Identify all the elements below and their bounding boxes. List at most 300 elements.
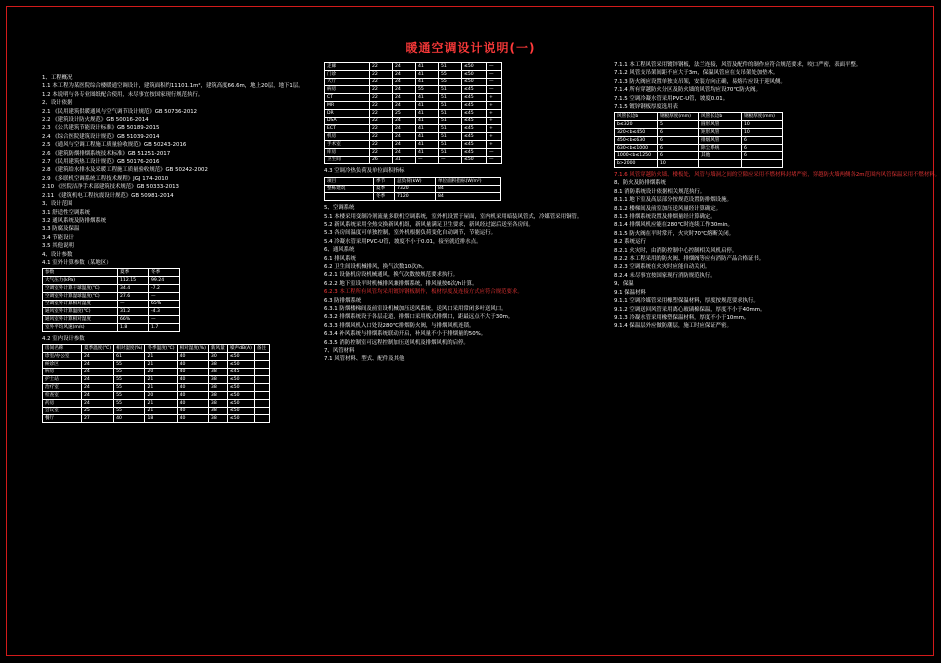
table-cell: 40 — [114, 415, 145, 423]
table-cell: 圆形风管 — [699, 121, 742, 129]
table-row — [325, 193, 501, 201]
table-cell: 21 — [145, 360, 177, 368]
table-row — [325, 70, 502, 78]
room-params-table — [324, 62, 502, 164]
table-cell: 排烟风管 — [699, 136, 742, 144]
table-cell: 6 — [658, 136, 699, 144]
paragraph: 7.1.5 空调冷凝水管采用PVC-U管，坡度0.01。 — [614, 95, 729, 102]
table-cell: 38 — [208, 368, 227, 376]
paragraph: 8.2.2 本工程采用的防火阀、排烟阀等应有消防产品合格证书。 — [614, 256, 765, 263]
table-cell: 55 — [114, 360, 145, 368]
table-cell — [325, 193, 374, 201]
table-cell: 夏季 — [374, 185, 395, 193]
highlighted-paragraph: 6.2.3 本工程所有风管均采用镀锌钢板制作，板材厚度及连接方式应符合规范要求。 — [324, 289, 523, 296]
paragraph: 2.8 《建筑给水排水及采暖工程施工质量验收规范》GB 50242-2002 — [42, 167, 208, 174]
table-cell: 22 — [370, 70, 393, 78]
table-cell: — — [487, 156, 502, 164]
paragraph: 2.6 《建筑防烟排烟系统技术标准》GB 51251-2017 — [42, 150, 171, 157]
paragraph: 8.1.2 楼梯间及前室加压送风量经计算确定。 — [614, 205, 722, 212]
paragraph: 1、工程概况 — [42, 75, 73, 81]
table-cell: 单位面积指标(W/m²) — [436, 177, 501, 185]
table-header-row — [615, 113, 783, 121]
table-cell: 21 — [145, 376, 177, 384]
table-cell: 41 — [416, 109, 439, 117]
table-cell: 6 — [658, 152, 699, 160]
table-row — [615, 152, 783, 160]
table-cell: 卫生间 — [325, 156, 370, 164]
table-cell: 22 — [370, 63, 393, 71]
table-cell: 矩形风管 — [699, 129, 742, 137]
table-cell: b>2000 — [615, 160, 658, 168]
paragraph: 6、通风系统 — [324, 247, 355, 254]
table-cell: 6 — [658, 144, 699, 152]
table-row — [43, 308, 180, 316]
paragraph: 8.1.1 地下室及高层部分按规范设置防排烟设施。 — [614, 197, 732, 204]
table-row — [615, 136, 783, 144]
table-cell: 24 — [393, 148, 416, 156]
paragraph: 6.2 卫生间设机械排风，换气次数10次/h。 — [324, 264, 428, 270]
load-table — [324, 177, 501, 201]
paragraph: 2.7 《民用建筑热工设计规范》GB 50176-2016 — [42, 159, 160, 166]
table-cell: 40 — [177, 360, 208, 368]
table-cell: CT — [325, 94, 370, 102]
paragraph: 7、风管材料 — [324, 348, 355, 355]
table-cell: 诊室/办公室 — [43, 352, 82, 360]
table-cell: 22 — [370, 133, 393, 141]
table-cell: 21 — [145, 352, 177, 360]
table-row — [43, 323, 180, 331]
table-cell: 51 — [439, 101, 462, 109]
table-cell: 55 — [416, 86, 439, 94]
table-cell: 检查室 — [43, 391, 82, 399]
table-cell: 41 — [416, 148, 439, 156]
table-cell: 大厅 — [325, 78, 370, 86]
table-cell: 51 — [439, 148, 462, 156]
table-cell: 餐厅 — [43, 415, 82, 423]
table-cell: 22 — [370, 78, 393, 86]
paragraph: 3.3 防腐及保温 — [42, 226, 80, 233]
table-cell: 38 — [208, 399, 227, 407]
table-row — [43, 360, 270, 368]
table-cell — [254, 415, 269, 423]
table-caption: 4.3 空调冷热负荷及单位面积指标 — [324, 168, 405, 175]
table-cell: ≤50 — [462, 78, 487, 86]
table-cell: ≤45 — [462, 133, 487, 141]
table-cell: 320<b≤450 — [615, 129, 658, 137]
table-row — [43, 399, 270, 407]
table-cell: 450<b≤630 — [615, 136, 658, 144]
table-cell: — — [118, 300, 149, 308]
table-row — [325, 117, 502, 125]
table-cell: 6 — [742, 152, 783, 160]
table-cell: 22 — [370, 117, 393, 125]
table-cell: 24 — [393, 117, 416, 125]
table-cell: 新风量 — [208, 345, 227, 353]
table-row — [325, 63, 502, 71]
table-cell: 7320 — [395, 185, 436, 193]
table-cell: + — [487, 94, 502, 102]
table-row — [43, 292, 180, 300]
paragraph: 8.1.3 排烟系统设置及排烟量经计算确定。 — [614, 214, 716, 221]
table-cell: 21 — [145, 407, 177, 415]
table-cell: 季节 — [374, 177, 395, 185]
table-cell — [254, 391, 269, 399]
table-cell: + — [487, 109, 502, 117]
table-row — [325, 148, 502, 156]
table-cell: — — [149, 316, 180, 324]
table-cell: 室外平均风速(m/s) — [43, 323, 118, 331]
table-row — [43, 352, 270, 360]
paragraph: 5.2 新风系统采用全热交换新风机组，新风量满足卫生要求，新风经过滤后送至各房间。 — [324, 221, 534, 228]
table-cell: 整栋建筑 — [325, 185, 374, 193]
table-cell: ≤50 — [227, 415, 254, 423]
table-cell: 相对湿度(%) — [114, 345, 145, 353]
table-cell: 27.6 — [118, 292, 149, 300]
table-cell: 41 — [416, 94, 439, 102]
indoor-params-table — [42, 344, 270, 423]
table-cell: 房间名称 — [43, 345, 82, 353]
paragraph: 6.3.3 排烟风机入口处设280℃排烟防火阀，与排烟风机连锁。 — [324, 322, 475, 329]
table-cell: 51 — [439, 63, 462, 71]
table-row — [325, 101, 502, 109]
table-cell: 7120 — [395, 193, 436, 201]
table-row — [615, 121, 783, 129]
table-cell: + — [487, 101, 502, 109]
table-cell: 手术室 — [325, 140, 370, 148]
table-caption: 4.2 室内设计参数 — [42, 335, 85, 342]
table-cell: 38 — [208, 415, 227, 423]
paragraph: 5.3 各房间温度可单独控制，室外机根据负荷变化自动调节，节能运行。 — [324, 230, 497, 237]
table-row — [43, 391, 270, 399]
table-cell: 24 — [82, 384, 114, 392]
table-header-row — [325, 177, 501, 185]
table-cell: 其他 — [699, 152, 742, 160]
table-row — [325, 94, 502, 102]
table-cell: 22 — [370, 101, 393, 109]
table-row — [43, 316, 180, 324]
table-cell: ≤45 — [462, 94, 487, 102]
table-cell: 10 — [658, 160, 699, 168]
paragraph: 8.2.4 未尽事宜按国家现行消防规范执行。 — [614, 272, 716, 279]
table-cell: — — [439, 156, 462, 164]
paragraph: 2.9 《多联机空调系统工程技术规程》JGJ 174-2010 — [42, 175, 169, 182]
table-cell: 630<b≤1000 — [615, 144, 658, 152]
table-cell: 31.2 — [118, 308, 149, 316]
table-cell: 参数 — [43, 269, 118, 277]
paragraph: 7.1.2 风管支吊架间距不应大于3m，保温风管应在支吊架处加垫木。 — [614, 70, 779, 77]
table-cell: 24 — [82, 360, 114, 368]
paragraph: 7.1.3 防火阀应设置单独支吊架，安装方向正确，易熔片应设于迎风侧。 — [614, 78, 786, 85]
table-row — [615, 160, 783, 168]
table-cell: ≤45 — [227, 368, 254, 376]
table-cell: 38 — [208, 376, 227, 384]
paragraph: 6.3.5 消防控制室可远程控制加压送风机及排烟风机的启停。 — [324, 339, 469, 346]
table-cell: 55 — [114, 399, 145, 407]
table-cell: 冬季 — [149, 269, 180, 277]
table-cell: 38 — [208, 407, 227, 415]
table-cell: 51 — [439, 133, 462, 141]
table-cell: MR — [325, 101, 370, 109]
table-cell: 24 — [393, 70, 416, 78]
table-row — [43, 376, 270, 384]
table-cell: 冬季 — [374, 193, 395, 201]
table-cell: 除尘系统 — [699, 144, 742, 152]
table-cell: 22 — [370, 94, 393, 102]
paragraph: 8.1.5 防火阀在平时常开，火灾时70℃熔断关闭。 — [614, 230, 734, 237]
table-cell: 项目 — [325, 177, 374, 185]
table-cell: 库房 — [325, 148, 370, 156]
paragraph: 4、设计参数 — [42, 251, 73, 258]
table-cell: 51 — [439, 94, 462, 102]
table-cell: 40 — [177, 399, 208, 407]
paragraph: 8.2 系统运行 — [614, 239, 646, 246]
paragraph: 1.1 本工程为某医院综合楼暖通空调设计，建筑面积约11101.1m²，建筑高度66.6m，地上20层，地下1层。 — [42, 83, 304, 90]
paragraph: 2.1 《民用建筑供暖通风与空气调节设计规范》GB 50736-2012 — [42, 108, 198, 115]
paragraph: 8、防火及防排烟系统 — [614, 180, 666, 187]
table-cell: 病房 — [43, 368, 82, 376]
table-cell: ≤50 — [227, 384, 254, 392]
paragraph: 9.1.3 冷凝水管采用橡塑保温材料，厚度不小于10mm。 — [614, 314, 750, 321]
table-cell: + — [487, 125, 502, 133]
table-cell: ≤50 — [462, 63, 487, 71]
table-cell: 钢板厚度(mm) — [742, 113, 783, 121]
table-cell: ≤50 — [462, 156, 487, 164]
table-cell: 通风室外计算相对湿度 — [43, 316, 118, 324]
table-cell: 治疗室 — [43, 384, 82, 392]
paragraph: 6.2.2 地下室设平时机械排风兼排烟系统，排风量按6次/h计算。 — [324, 280, 478, 287]
paragraph: 1.2 本说明与各专业图纸配合使用，未尽事宜按国家现行规范执行。 — [42, 91, 204, 98]
paragraph: 8.1.4 排烟风机应能在280℃时连续工作30min。 — [614, 222, 733, 229]
table-cell: ≤50 — [227, 391, 254, 399]
table-cell: ≤50 — [227, 376, 254, 384]
table-cell — [699, 160, 742, 168]
table-cell — [742, 160, 783, 168]
table-cell: 24 — [393, 78, 416, 86]
paragraph: 7.1 风管材料、型式、配件及其他 — [324, 356, 405, 363]
table-cell: 61 — [114, 352, 145, 360]
table-cell: 51 — [439, 86, 462, 94]
table-cell: 41 — [416, 133, 439, 141]
table-cell: 38 — [208, 360, 227, 368]
table-row — [43, 284, 180, 292]
table-cell — [254, 360, 269, 368]
paragraph: 6.2.1 设备机房设机械通风，换气次数按规范要求执行。 — [324, 272, 459, 279]
table-cell: 22 — [370, 86, 393, 94]
table-cell: 护士站 — [43, 376, 82, 384]
table-cell: 27 — [82, 415, 114, 423]
paragraph: 2、设计依据 — [42, 100, 73, 107]
table-cell: 41 — [416, 125, 439, 133]
paragraph: 6.3 防排烟系统 — [324, 297, 362, 304]
table-cell: 风管长边b — [615, 113, 658, 121]
table-row — [43, 407, 270, 415]
table-cell: 55 — [114, 368, 145, 376]
paragraph: 7.1.1 本工程风管采用镀锌钢板，法兰连接，风管及配件的制作应符合规范要求，咬口严密，表面平整。 — [614, 62, 862, 68]
page-title: 暖通空调设计说明(一) — [405, 41, 536, 55]
steel-thickness-table — [614, 112, 783, 168]
table-cell: + — [487, 140, 502, 148]
table-cell: 24 — [393, 125, 416, 133]
table-cell: 机房 — [325, 133, 370, 141]
table-cell: 24 — [393, 133, 416, 141]
table-cell: 总负荷(kW) — [395, 177, 436, 185]
table-cell: 门诊 — [325, 70, 370, 78]
table-cell: 84 — [436, 185, 501, 193]
table-row — [325, 109, 502, 117]
table-row — [325, 125, 502, 133]
table-cell: 10 — [742, 121, 783, 129]
table-cell: -4.3 — [149, 308, 180, 316]
paragraph: 9.1.4 保温层外应做防潮层，施工时应保证严密。 — [614, 323, 732, 330]
table-cell: 药房 — [43, 399, 82, 407]
table-cell: 51 — [439, 125, 462, 133]
table-row — [43, 277, 180, 285]
table-cell: 夏季温度(℃) — [82, 345, 114, 353]
table-cell: — — [149, 292, 180, 300]
table-cell: ≤50 — [227, 352, 254, 360]
table-cell: — — [487, 70, 502, 78]
paragraph: 5.1 本楼采用变制冷剂流量多联机空调系统，室外机设置于屋面，室内机采用暗装风管式，冷媒管采用铜管。 — [324, 213, 583, 220]
table-cell: 55 — [439, 78, 462, 86]
table-cell — [254, 407, 269, 415]
table-cell: 6 — [658, 129, 699, 137]
paragraph: 5、空调系统 — [324, 205, 355, 212]
table-cell: 55 — [114, 391, 145, 399]
paragraph: 2.11 《建筑机电工程抗震设计规范》GB 50981-2014 — [42, 192, 174, 199]
paragraph: 7.1.4 所有穿越防火分区及防火墙的风管均应设70℃防火阀。 — [614, 87, 761, 94]
paragraph: 8.1 消防系统设计依据相关规范执行。 — [614, 188, 706, 195]
paragraph: 9.1.1 空调冷媒管采用橡塑保温材料，厚度按规范要求执行。 — [614, 298, 759, 305]
table-cell: + — [487, 117, 502, 125]
paragraph: 3.1 舒适性空调系统 — [42, 209, 91, 216]
table-cell: 6 — [742, 136, 783, 144]
table-row — [325, 156, 502, 164]
table-cell: 24 — [82, 391, 114, 399]
table-cell: 走廊 — [325, 63, 370, 71]
table-header-row — [43, 269, 180, 277]
table-cell: 6 — [742, 144, 783, 152]
table-cell: 备注 — [254, 345, 269, 353]
table-cell: 40 — [177, 384, 208, 392]
table-cell: 22 — [370, 125, 393, 133]
table-cell: 空调室外计算湿球温度(℃) — [43, 292, 118, 300]
table-cell: 大气压力(kPa) — [43, 277, 118, 285]
table-cell: 55 — [114, 407, 145, 415]
table-cell: 24 — [393, 86, 416, 94]
table-cell: 66% — [118, 316, 149, 324]
paragraph: 2.10 《医院洁净手术部建筑技术规范》GB 50333-2013 — [42, 184, 179, 191]
table-cell: 5 — [658, 121, 699, 129]
paragraph: 2.2 《建筑设计防火规范》GB 50016-2014 — [42, 117, 149, 124]
paragraph: 2.4 《综合医院建筑设计规范》GB 51039-2014 — [42, 133, 160, 140]
table-cell: 25 — [393, 109, 416, 117]
table-cell: 40 — [177, 415, 208, 423]
table-cell: 26 — [370, 156, 393, 164]
table-cell: ≤45 — [462, 101, 487, 109]
table-row — [43, 415, 270, 423]
table-cell: DSA — [325, 117, 370, 125]
paragraph: 8.2.3 空调系统在火灾时应能自动关闭。 — [614, 264, 711, 271]
table-cell: ≤50 — [462, 70, 487, 78]
table-cell: ≤50 — [227, 407, 254, 415]
table-cell: 55 — [114, 376, 145, 384]
table-cell: 24 — [393, 94, 416, 102]
table-cell: 41 — [416, 101, 439, 109]
table-row — [43, 368, 270, 376]
table-cell: + — [487, 133, 502, 141]
table-cell: 通风室外计算温度(℃) — [43, 308, 118, 316]
table-cell: 24 — [393, 101, 416, 109]
table-row — [325, 86, 502, 94]
table-cell: 风管长边b — [699, 113, 742, 121]
table-row — [325, 133, 502, 141]
highlighted-paragraph: 7.1.6 风管穿越防火墙、楼板处，风管与墙洞之间的空隙应采用不燃材料封堵严密，穿越防火墙两侧各2m范围内风管保温采用不燃材料。 — [614, 172, 940, 179]
table-cell: b≤320 — [615, 121, 658, 129]
table-cell: ≤45 — [462, 125, 487, 133]
table-caption: 7.1.5 镀锌钢板厚度选用表 — [614, 104, 678, 111]
table-row — [615, 129, 783, 137]
table-row — [325, 140, 502, 148]
table-cell: 41 — [416, 117, 439, 125]
table-cell: 21 — [145, 399, 177, 407]
table-cell: 25 — [82, 407, 114, 415]
table-cell: 34.4 — [118, 284, 149, 292]
table-cell: ≤45 — [462, 148, 487, 156]
table-cell: 22 — [370, 148, 393, 156]
column-3 — [614, 62, 940, 332]
table-cell — [254, 384, 269, 392]
table-cell: 候诊区 — [43, 360, 82, 368]
table-cell: — — [487, 78, 502, 86]
table-cell: 24 — [393, 140, 416, 148]
table-cell: 21 — [145, 384, 177, 392]
table-cell: 24 — [82, 399, 114, 407]
table-cell: ≤45 — [462, 140, 487, 148]
table-cell: 会议室 — [43, 407, 82, 415]
table-cell: 38 — [208, 391, 227, 399]
table-cell: 空调室外计算相对湿度 — [43, 300, 118, 308]
table-cell: 40 — [177, 352, 208, 360]
table-cell: 31 — [393, 156, 416, 164]
paragraph: 9.1 保温材料 — [614, 289, 646, 296]
table-cell: 20 — [145, 368, 177, 376]
table-cell — [254, 352, 269, 360]
paragraph: 2.3 《公共建筑节能设计标准》GB 50189-2015 — [42, 125, 160, 132]
table-cell: 夏季 — [118, 269, 149, 277]
paragraph: 3.4 节能设计 — [42, 234, 74, 241]
table-cell: 病房 — [325, 86, 370, 94]
table-cell: 51 — [439, 117, 462, 125]
table-cell: 41 — [416, 63, 439, 71]
paragraph: 9.1.2 空调送回风管采用离心玻璃棉保温，厚度不小于40mm。 — [614, 306, 766, 313]
table-cell: 1.7 — [149, 323, 180, 331]
paragraph: 6.3.1 防烟楼梯间及前室设机械加压送风系统，送风口采用常闭多叶送风口。 — [324, 306, 507, 313]
table-row — [43, 384, 270, 392]
table-cell: 1.8 — [118, 323, 149, 331]
table-cell: 41 — [416, 70, 439, 78]
table-cell: 84 — [436, 193, 501, 201]
table-cell: 冬季温度(℃) — [145, 345, 177, 353]
table-cell: 空调室外计算干球温度(℃) — [43, 284, 118, 292]
table-cell: 24 — [82, 368, 114, 376]
table-cell: 112.15 — [118, 277, 149, 285]
table-cell: 41 — [416, 140, 439, 148]
table-cell — [254, 399, 269, 407]
table-cell: 38 — [208, 384, 227, 392]
table-header-row — [43, 345, 270, 353]
table-row — [43, 300, 180, 308]
table-cell: — — [487, 148, 502, 156]
